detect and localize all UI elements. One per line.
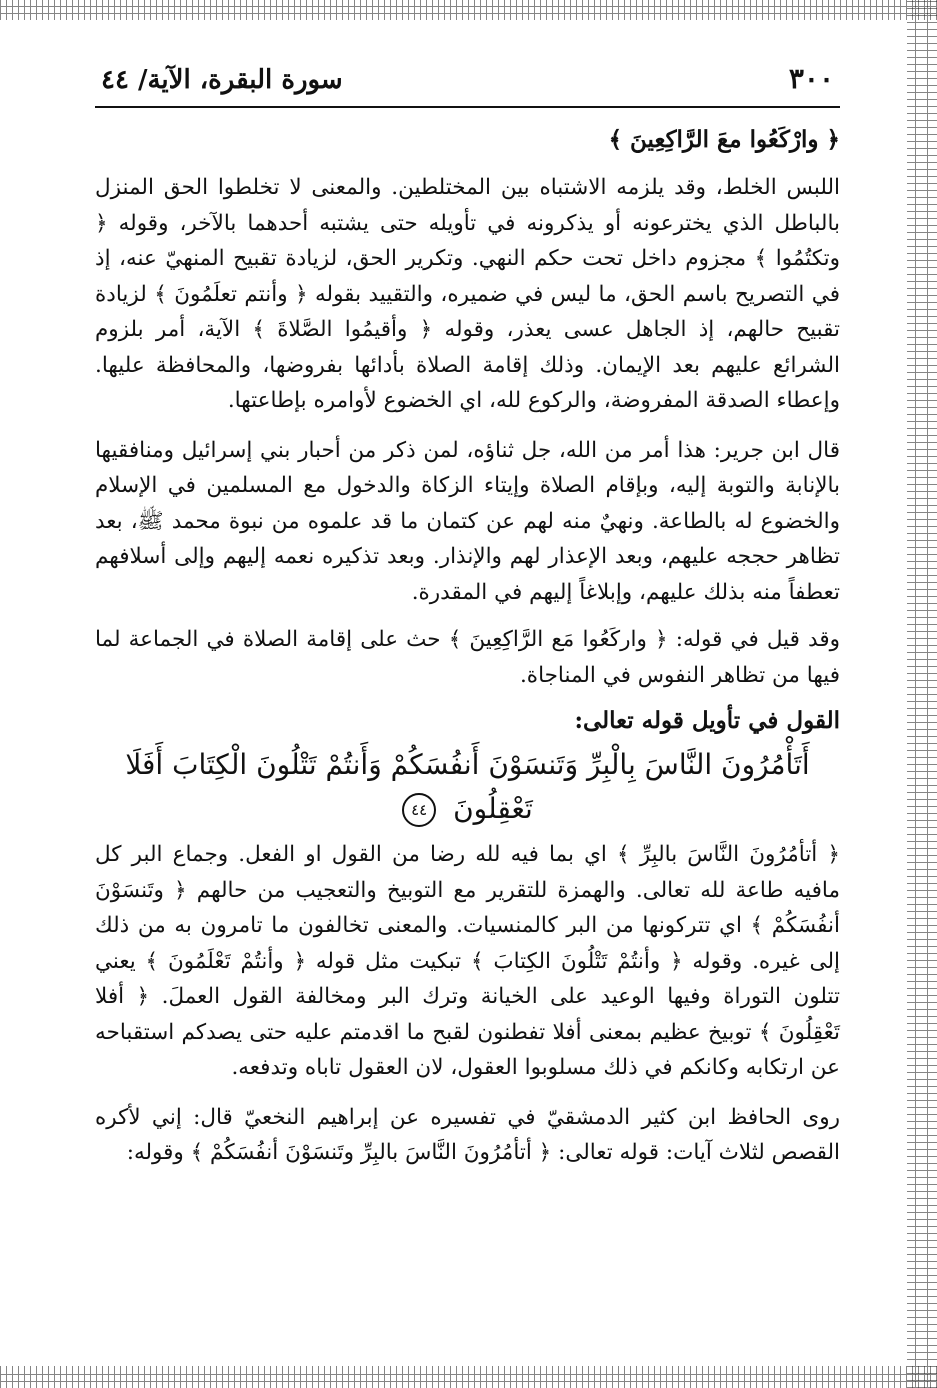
decorative-border-right [907,0,937,1388]
ayah-number-badge: ٤٤ [402,793,436,827]
paragraph-5: روى الحافظ ابن كثير الدمشقيّ في تفسيره عن إبراهيم النخعيّ قال: إني لأكره القصص لثلاث آيات: قوله تعالى: ﴿ أتأمُرُونَ النَّاسَ بالبِرِّ وتَنسَوْنَ أنفُسَكُمْ ﴾ وقوله: [95,1104,840,1165]
page-header [95,62,840,108]
verse-lead: ﴿ وارْكَعُوا معَ الرَّاكِعِينَ ﴾ [608,126,840,153]
paragraph-1: اللبس الخلط، وقد يلزمه الاشتباه بين المختلطين. والمعنى لا تخلطوا الحق المنزل بالباطل الذي يخترعونه أو يذكرونه في تأويله حتى يشتبه أحدهما بالآخر، وقوله ﴿ وتكتُمُوا ﴾ مجزوم داخل تحت حكم النهي. وتكرير الحق، لزيادة تقبيح المنهيّ عنه، إذ في التصريح باسم الحق، ما ليس في ضميره، والتقييد بقوله ﴿ وأنتم تعلَمُونَ ﴾ لزيادة تقبيح حالهم، إذ الجاهل عسى يعذر، وقوله ﴿ وأقيمُوا الصَّلاةَ ﴾ الآية، أمر بلزوم الشرائع عليهم بعد الإيمان. وذلك إقامة الصلاة بأدائها بفروضها، والمحافظة عليها. وإعطاء الصدقة المفروضة، والركوع لله، اي الخضوع لأوامره بإطاعتها. [95,175,840,413]
ayah-text: أَتَأْمُرُونَ النَّاسَ بِالْبِرِّ وَتَنسَوْنَ أَنفُسَكُمْ وَأَنتُمْ تَتْلُونَ الْكِتَابَ أَفَلَا تَعْقِلُونَ [125,748,810,825]
surah-title: سورة البقرة، الآية/ ٤٤ [101,65,343,95]
section-heading: القول في تأويل قوله تعالى: [574,707,840,734]
decorative-border-top [0,0,937,20]
decorative-border-bottom [0,1366,937,1388]
paragraph-4: ﴿ أتأمُرُونَ النَّاسَ بالبِرِّ ﴾ اي بما فيه لله رضا من القول او الفعل. وجماع البر كل مافيه طاعة لله تعالى. والهمزة للتقرير مع التوبيخ والتعجيب من حالهم ﴿ وتَنسَوْنَ أنفُسَكُمْ ﴾ اي تتركونها من البر كالمنسيات. والمعنى تخالفون ما تامرون به من ذلك إلى غيره. وقوله ﴿ وأنتُمْ تَتْلُونَ الكِتابَ ﴾ تبكيت مثل قوله ﴿ وأنتُمْ تَعْلَمُونَ ﴾ يعني تتلون التوراة وفيها الوعيد على الخيانة وترك البر ومخالفة القول العملَ. ﴿ أفلا تَعْقِلُونَ ﴾ توبيخ عظيم بمعنى أفلا تفطنون لقبح ما اقدمتم عليه حتى يصدكم استقباحه عن ارتكابه وكانكم في ذلك مسلوبوا العقول، لان العقول تاباه وتدفعه. [95,842,840,1080]
paragraph-3: وقد قيل في قوله: ﴿ واركَعُوا مَع الرَّاكِعِينَ ﴾ حث على إقامة الصلاة في الجماعة لما فيها من تظاهر النفوس في المناجاة. [95,627,840,688]
quran-ayah [95,743,840,831]
book-page [95,62,840,1362]
page-number: ٣٠٠ [788,62,834,95]
paragraph-2: قال ابن جرير: هذا أمر من الله، جل ثناؤه، لمن ذكر من أحبار بني إسرائيل ومنافقيها بالإنابة والتوبة إليه، وبإقام الصلاة وإيتاء الزكاة والدخول مع المسلمين في الإسلام والخضوع له بالطاعة. ونهيٌ منه لهم عن كتمان ما قد علموه من نبوة محمد ﷺ، بعد تظاهر حججه عليهم، وبعد الإعذار لهم والإنذار. وبعد تذكيره نعمه إليهم وإلى أسلافهم تعطفاً منه بذلك عليهم، وإبلاغاً إليهم في المقدرة. [95,437,840,605]
